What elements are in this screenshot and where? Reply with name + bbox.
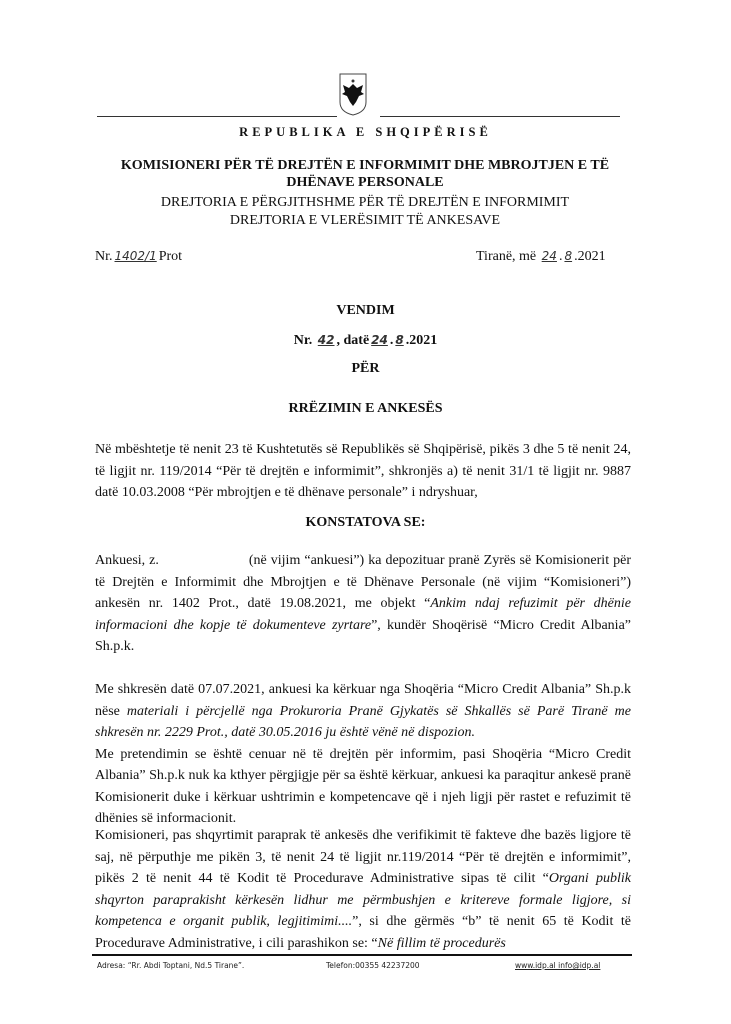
footer-rule — [92, 954, 632, 956]
place-label: Tiranë, më — [476, 249, 537, 264]
subject-heading: RRËZIMIN E ANKESËS — [288, 401, 443, 416]
complaint-text: (në vijim “ankuesi”) ka depozituar pranë Zyrës së Komisionerit për të Drejtën e Informimit dhe Mbrojtjen e të Dhënave Personale (në vijim “Komisioneri”) ankesën nr. 1402 Prot., datë 19.08.2021, me objekt “ — [95, 553, 631, 611]
header-rule-right — [380, 116, 620, 117]
department-general: DREJTORIA E PËRGJITHSHME PËR TË DREJTËN E INFORMIMIT — [160, 195, 570, 210]
footer-web-link[interactable]: www.idp.al info@idp.al — [515, 961, 601, 970]
review-text: Komisioneri, pas shqyrtimit paraprak të ankesës dhe verifikimit të fakteve dhe bazës ligjore të saj, në përputhje me pikën 3, të nenit 24 të ligjit nr.119/2014 “Për të drejtën e informimit”, pikës 2 të nenit 44 të Kodit të Procedurave Administrative sipas të cilit “ — [95, 828, 631, 886]
protocol-handwritten: 1402/1 — [114, 249, 157, 263]
republic-title: REPUBLIKA E SHQIPËRISË — [239, 125, 492, 139]
decision-number-date — [0, 333, 731, 349]
request-text: Me shkresën datë 07.07.2021, ankuesi ka kërkuar nga Shoqëria “Micro Credit Albania” Sh.p.k nëse — [95, 682, 631, 719]
protocol-label: Nr. — [95, 249, 113, 264]
month-handwritten: 8 — [564, 249, 573, 263]
complaint-object: Ankim ndaj refuzimit për dhënie informacioni dhe kopje të dokumenteve zyrtare — [95, 596, 631, 633]
protocol-suffix: Prot — [158, 249, 183, 264]
decision-month-handwritten: 8 — [395, 333, 404, 347]
date-sep: . — [558, 249, 563, 264]
review-quote: Organi publik shqyrton paraprakisht kërkesën lidhur me përmbushjen e kritereve formale ligjore, si kompetenca e organit publik, legjitimimi.... — [95, 871, 631, 929]
decision-date-sep: . — [389, 333, 394, 348]
request-paragraph — [95, 679, 631, 830]
review-quote-2: Në fillim të procedurës — [377, 935, 506, 951]
review-text-2: ”, si dhe gërmës “b” të nenit 65 të Kodit të Procedurave Administrative, i cili parashikon se: “ — [95, 914, 631, 951]
complaint-paragraph — [95, 550, 631, 658]
claim-text: Me pretendimin se është cenuar në të drejtën për informim, pasi Shoqëria “Micro Credit Albania” Sh.p.k nuk ka kthyer përgjigje për sa është kërkuar, ankuesi ka paraqitur ankesë pranë Komisionerit duke i kërkuar ushtrimin e kompetencave që i njeh ligji për rastet e refuzimit të dhënies së informacionit. — [95, 746, 631, 826]
legal-basis-paragraph: Në mbështetje të nenit 23 të Kushtetutës së Republikës së Shqipërisë, pikës 3 dhe 5 të nenit 24, të ligjit nr. 119/2014 “Për të drejtën e informimit”, shkronjës a) të nenit 31/1 të ligjit nr. 9887 datë 10.03.2008 “Për mbrojtjen e të dhënave personale” i ndryshuar, — [95, 442, 631, 500]
decision-nr-label: Nr. — [293, 333, 313, 348]
per-heading: PËR — [351, 361, 380, 376]
header-rule-left — [97, 116, 337, 117]
albanian-coat-of-arms-icon — [338, 72, 368, 116]
institution-title: KOMISIONERI PËR TË DREJTËN E INFORMIMIT DHE MBROJTJEN E TË DHËNAVE PERSONALE — [120, 158, 610, 190]
decision-title: VENDIM — [336, 303, 395, 318]
protocol-number — [95, 249, 182, 265]
request-quote: materiali i përcjellë nga Prokuroria Pranë Gjykatës së Shkallës së Parë Tiranë me shkresën nr. 2229 Prot., datë 30.05.2016 ju është vënë në dispozion. — [95, 703, 631, 740]
place-date — [476, 249, 606, 265]
decision-year: .2021 — [405, 333, 438, 348]
decision-date-label: , datë — [336, 333, 370, 348]
day-handwritten: 24 — [541, 249, 557, 263]
decision-day-handwritten: 24 — [371, 333, 388, 347]
complainant-label: Ankuesi, z. — [95, 553, 159, 568]
complaint-respondent: ”, kundër Shoqërisë “Micro Credit Albania” Sh.p.k. — [95, 617, 631, 654]
department-complaints: DREJTORIA E VLERËSIMIT TË ANKESAVE — [229, 213, 501, 228]
findings-heading: KONSTATOVA SE: — [305, 515, 426, 530]
footer-address: Adresa: “Rr. Abdi Toptani, Nd.5 Tirane”. — [97, 961, 245, 970]
year: .2021 — [574, 249, 606, 264]
review-paragraph — [95, 825, 631, 954]
footer-phone: Telefon:00355 42237200 — [326, 961, 420, 970]
decision-nr-handwritten: 42 — [317, 333, 335, 347]
